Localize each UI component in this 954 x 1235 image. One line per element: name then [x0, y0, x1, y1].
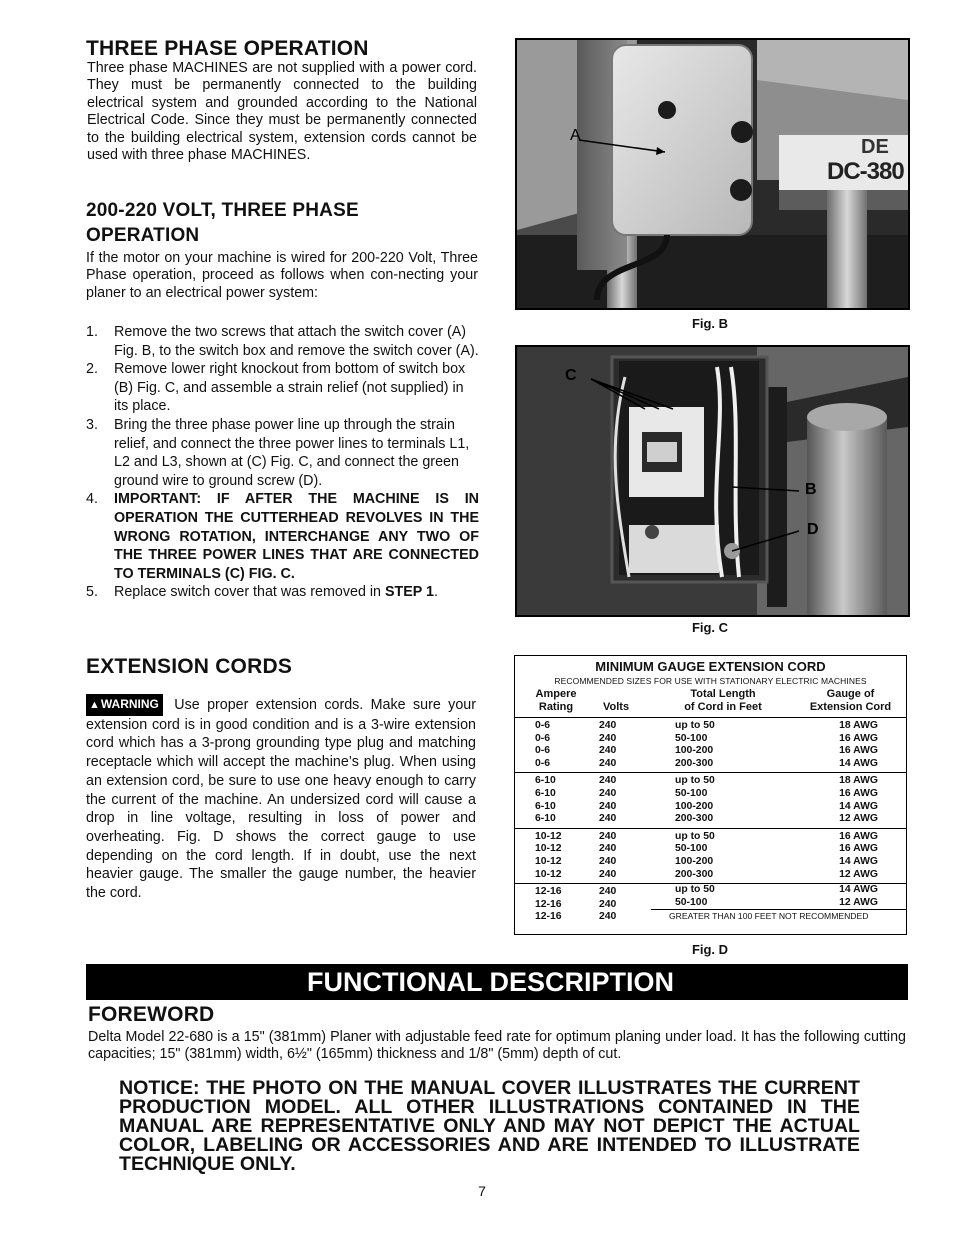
volt-intro: If the motor on your machine is wired for 200-220 Volt, Three Phase operation, proceed as follows when con-necting your planer to an electrical power system:: [86, 250, 478, 301]
col-volts: Volts: [603, 701, 630, 713]
figure-d-caption: Fig. D: [691, 942, 729, 957]
label-a: A: [570, 127, 581, 144]
wiring-illustration: [517, 347, 908, 615]
table-row: 12-16 12-16 12-16 240 240 240 up to 50 50-100 14 AWG 12 AWG GREATER THAN 100 FEET NOT RECOMMENDED: [515, 884, 906, 926]
three-phase-heading: THREE PHASE OPERATION: [86, 37, 369, 60]
connection-steps: [86, 323, 479, 602]
label-d: D: [807, 521, 819, 538]
table-row: 6-10 6-10 6-10 6-10 240 240 240 240 up to 50 50-100 100-200 200-300 18 AWG 16 AWG 14 AWG 12 AWG: [515, 773, 906, 828]
col-gauge: Gauge of Extension Cord: [809, 688, 892, 713]
label-b: B: [805, 481, 817, 498]
table-note: GREATER THAN 100 FEET NOT RECOMMENDED: [651, 909, 906, 922]
table-title: MINIMUM GAUGE EXTENSION CORD: [595, 659, 826, 674]
volt-heading-line2: OPERATION: [86, 225, 200, 246]
gauge-table: [514, 655, 907, 935]
figure-c-caption: Fig. C: [691, 620, 729, 635]
table-subtitle: RECOMMENDED SIZES FOR USE WITH STATIONARY ELECTRIC MACHINES: [554, 676, 867, 686]
extension-text-block: [86, 694, 476, 903]
label-c: C: [565, 367, 577, 384]
foreword-heading: FOREWORD: [88, 1003, 215, 1026]
col-ampere: Ampere Rating: [535, 688, 577, 713]
step-item: 3. Bring the three phase power line up through the strain relief, and connect the three power lines to terminals L1, L2 and L3, shown at (C) Fig. C, and connect the green ground wire to ground screw (D).: [86, 416, 470, 489]
brand-label: DE: [861, 136, 889, 158]
model-label: DC-380: [827, 158, 904, 185]
table-row: 10-12 10-12 10-12 10-12 240 240 240 240 up to 50 50-100 100-200 200-300 16 AWG 16 AWG 14 AWG 12 AWG: [515, 828, 906, 883]
col-length: Total Length of Cord in Feet: [684, 688, 762, 713]
figure-c-photo: [515, 345, 910, 617]
extension-text: Use proper extension cords. Make sure your extension cord is in good condition and is a 3-wire extension cord which has a 3-prong grounding type plug and matching receptacle which will accept the machine’s plug. When using an extension cord, be sure to use one heavy enough to carry the current of the machine. An undersized cord will cause a drop in line voltage, resulting in loss of power and overheating. Fig. D shows the correct gauge to use depending on the cord length. If in doubt, use the next heavier gauge. The smaller the gauge number, the heavier the cord.: [86, 697, 476, 902]
step-item-important: 4. IMPORTANT: IF AFTER THE MACHINE IS IN OPERATION THE CUTTERHEAD REVOLVES IN THE WRONG ROTATION, INTERCHANGE ANY TWO OF THE THREE POWER LINES THAT ARE CONNECTED TO TERMINALS (C) FIG. C.: [86, 491, 479, 582]
page-number: 7: [478, 1183, 486, 1199]
gauge-grid: [515, 686, 906, 926]
figure-b-photo: [515, 38, 910, 310]
table-row: 0-6 0-6 0-6 0-6 240 240 240 240 up to 50 50-100 100-200 200-300 18 AWG 16 AWG 16 AWG 14 AWG: [515, 718, 906, 773]
volt-heading-line1: 200-220 VOLT, THREE PHASE: [86, 200, 359, 221]
step-item: 1. Remove the two screws that attach the switch cover (A) Fig. B, to the switch box and remove the switch cover (A).: [86, 324, 479, 359]
step-item: 5. Replace switch cover that was removed in STEP 1.: [86, 584, 438, 601]
extension-heading: EXTENSION CORDS: [86, 655, 293, 678]
functional-description-banner: FUNCTIONAL DESCRIPTION: [86, 964, 908, 1000]
foreword-text: Delta Model 22-680 is a 15" (381mm) Planer with adjustable feed rate for optimum planing under load. It has the following cutting capacities; 15" (381mm) width, 6½" (165mm) thickness and 1/8" (5mm) depth of cut.: [88, 1029, 906, 1063]
warning-badge: ▲WARNING: [86, 694, 163, 716]
three-phase-text: Three phase MACHINES are not supplied with a power cord. They must be permanently connected to the building electrical system and grounded according to the National Electrical Code. Since they must be permanently connected to the building electrical system, extension cords cannot be used with three phase MACHINES.: [87, 60, 477, 164]
step-item: 2. Remove lower right knockout from bottom of switch box (B) Fig. C, and assemble a strain relief (not supplied) in its place.: [86, 361, 466, 415]
warning-triangle-icon: ▲: [89, 699, 100, 711]
notice-text: NOTICE: THE PHOTO ON THE MANUAL COVER ILLUSTRATES THE CURRENT PRODUCTION MODEL. ALL OTHER ILLUSTRATIONS CONTAINED IN THE MANUAL ARE REPRESENTATIVE ONLY AND MAY NOT DEPICT THE ACTUAL COLOR, LABELING OR ACCESSORIES AND ARE INTENDED TO ILLUSTRATE TECHNIQUE ONLY.: [119, 1077, 860, 1175]
figure-b-caption: Fig. B: [691, 316, 729, 331]
